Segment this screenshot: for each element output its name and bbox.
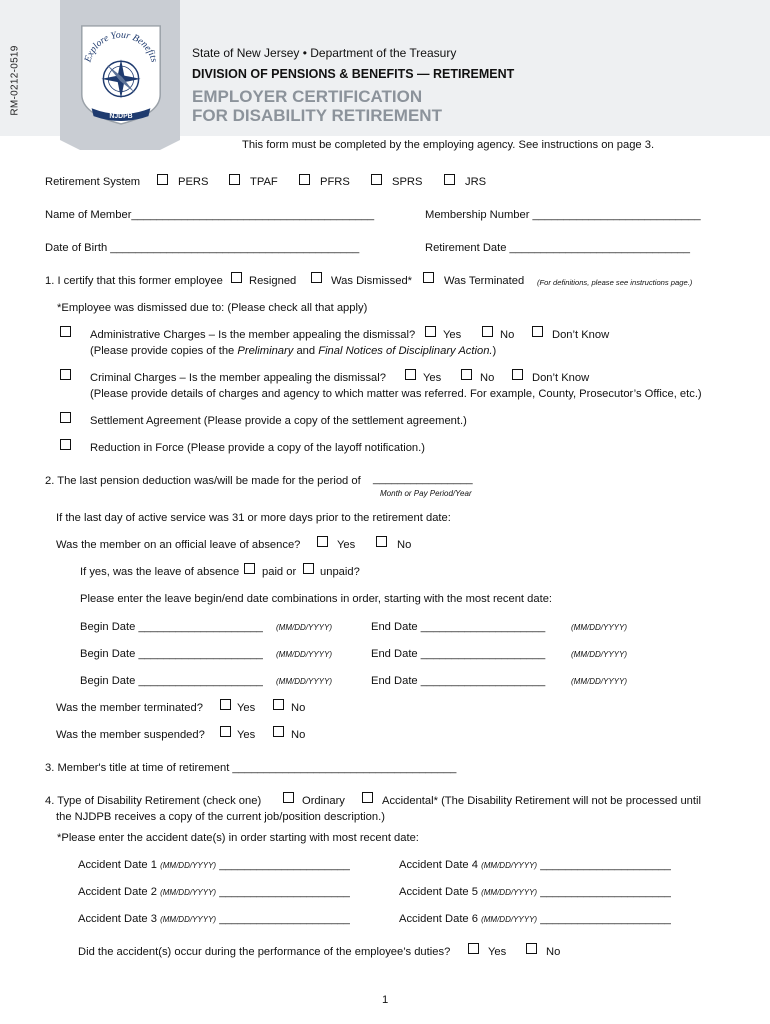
admin-dont-know-label: Don’t Know (552, 329, 610, 341)
form-title-line-2: FOR DISABILITY RETIREMENT (192, 106, 442, 125)
checkbox-duties-no[interactable] (526, 943, 537, 954)
q1-definitions-note: (For definitions, please see instructions page.) (537, 278, 693, 287)
accidental-label: Accidental* (The Disability Retirement will not be processed until (382, 795, 701, 807)
checkbox-leave-unpaid[interactable] (303, 563, 314, 574)
accident-dates-intro: *Please enter the accident date(s) in order starting with most recent date: (57, 832, 419, 844)
checkbox-tpaf[interactable] (229, 174, 240, 185)
checkbox-dismissed[interactable] (311, 272, 322, 283)
end-date-field-2[interactable]: End Date ____________________ (371, 648, 546, 660)
leave-no-label: No (397, 539, 412, 551)
end-date-field-3[interactable]: End Date ____________________ (371, 675, 546, 687)
admin-charges-note: (Please provide copies of the Preliminary and Final Notices of Disciplinary Action.) (90, 345, 497, 357)
criminal-charges-text: Criminal Charges – Is the member appealing the dismissal? (90, 372, 386, 384)
q1-terminated-label: Was Terminated (444, 275, 525, 287)
criminal-charges-note: (Please provide details of charges and agency to which matter was referred. For example, County, Prosecutor’s Office, etc.) (90, 388, 702, 400)
q4-text: 4. Type of Disability Retirement (check one) (45, 795, 262, 807)
option-jrs: JRS (465, 176, 487, 188)
leave-paid-label: paid or (262, 566, 297, 578)
name-of-member-field[interactable]: Name of Member_______________________________________ (45, 209, 375, 221)
checkbox-admin-no[interactable] (482, 326, 493, 337)
retirement-system-label: Retirement System (45, 176, 141, 188)
checkbox-admin-dont-know[interactable] (532, 326, 543, 337)
form-number: RM-0212-0519 (9, 45, 21, 116)
begin-date-format-1: (MM/DD/YYYY) (276, 623, 332, 632)
suspended-yes-label: Yes (237, 729, 256, 741)
checkbox-criminal-dont-know[interactable] (512, 369, 523, 380)
state-line: State of New Jersey • Department of the Treasury (192, 46, 457, 60)
terminated-question: Was the member terminated? (56, 702, 203, 714)
leave-unpaid-label: unpaid? (320, 566, 360, 578)
checkbox-suspended-no[interactable] (273, 726, 284, 737)
end-date-format-3: (MM/DD/YYYY) (571, 677, 627, 686)
accident-date-1[interactable]: Accident Date 1 (MM/DD/YYYY) _____________________ (78, 859, 350, 871)
retirement-date-field[interactable]: Retirement Date _____________________________ (425, 242, 690, 254)
criminal-yes-label: Yes (423, 372, 442, 384)
checkbox-criminal-yes[interactable] (405, 369, 416, 380)
intro-text: This form must be completed by the employing agency. See instructions on page 3. (242, 139, 655, 151)
suspended-question: Was the member suspended? (56, 729, 205, 741)
suspended-no-label: No (291, 729, 306, 741)
q1-resigned-label: Resigned (249, 275, 297, 287)
q2-text: 2. The last pension deduction was/will be made for the period of (45, 475, 361, 487)
checkbox-sprs[interactable] (371, 174, 382, 185)
checkbox-terminated-yes[interactable] (220, 699, 231, 710)
pension-period-sublabel: Month or Pay Period/Year (380, 489, 472, 498)
criminal-no-label: No (480, 372, 495, 384)
leave-question: Was the member on an official leave of absence? (56, 539, 301, 551)
criminal-dont-know-label: Don’t Know (532, 372, 590, 384)
checkbox-accidental[interactable] (362, 792, 373, 803)
checkbox-leave-paid[interactable] (244, 563, 255, 574)
end-date-format-2: (MM/DD/YYYY) (571, 650, 627, 659)
svg-text:NJDPB: NJDPB (109, 113, 133, 121)
checkbox-criminal-no[interactable] (461, 369, 472, 380)
njdpb-seal-logo (72, 18, 170, 126)
member-title-field[interactable]: 3. Member's title at time of retirement ____________________________________ (45, 762, 457, 774)
pension-period-field[interactable]: ________________ (373, 473, 473, 485)
checkbox-terminated-no[interactable] (273, 699, 284, 710)
division-heading: DIVISION OF PENSIONS & BENEFITS — RETIREMENT (192, 67, 515, 81)
leave-type-question: If yes, was the leave of absence (80, 566, 240, 578)
checkbox-duties-yes[interactable] (468, 943, 479, 954)
option-pers: PERS (178, 176, 209, 188)
begin-date-format-2: (MM/DD/YYYY) (276, 650, 332, 659)
checkbox-criminal-charges[interactable] (60, 369, 71, 380)
accident-date-6[interactable]: Accident Date 6 (MM/DD/YYYY) _____________________ (399, 913, 671, 925)
accident-date-3[interactable]: Accident Date 3 (MM/DD/YYYY) _____________________ (78, 913, 350, 925)
form-title-line-1: EMPLOYER CERTIFICATION (192, 87, 423, 106)
admin-no-label: No (500, 329, 515, 341)
checkbox-suspended-yes[interactable] (220, 726, 231, 737)
checkbox-administrative-charges[interactable] (60, 326, 71, 337)
membership-number-field[interactable]: Membership Number ___________________________ (425, 209, 701, 221)
q1-text: 1. I certify that this former employee (45, 275, 223, 287)
checkbox-leave-yes[interactable] (317, 536, 328, 547)
accident-date-4[interactable]: Accident Date 4 (MM/DD/YYYY) _____________________ (399, 859, 671, 871)
checkbox-resigned[interactable] (231, 272, 242, 283)
checkbox-reduction-in-force[interactable] (60, 439, 71, 450)
end-date-field-1[interactable]: End Date ____________________ (371, 621, 546, 633)
admin-charges-text: Administrative Charges – Is the member appealing the dismissal? (90, 329, 416, 341)
checkbox-terminated[interactable] (423, 272, 434, 283)
admin-yes-label: Yes (443, 329, 462, 341)
begin-date-field-2[interactable]: Begin Date ____________________ (80, 648, 263, 660)
checkbox-pers[interactable] (157, 174, 168, 185)
page-number: 1 (382, 994, 389, 1006)
date-of-birth-field[interactable]: Date of Birth ________________________________________ (45, 242, 360, 254)
dismissed-intro: *Employee was dismissed due to: (Please check all that apply) (57, 302, 368, 314)
option-sprs: SPRS (392, 176, 423, 188)
checkbox-jrs[interactable] (444, 174, 455, 185)
q4-note: the NJDPB receives a copy of the current job/position description.) (56, 811, 385, 823)
leave-yes-label: Yes (337, 539, 356, 551)
checkbox-leave-no[interactable] (376, 536, 387, 547)
checkbox-admin-yes[interactable] (425, 326, 436, 337)
terminated-no-label: No (291, 702, 306, 714)
checkbox-pfrs[interactable] (299, 174, 310, 185)
checkbox-ordinary[interactable] (283, 792, 294, 803)
end-date-format-1: (MM/DD/YYYY) (571, 623, 627, 632)
terminated-yes-label: Yes (237, 702, 256, 714)
duties-yes-label: Yes (488, 946, 507, 958)
begin-date-format-3: (MM/DD/YYYY) (276, 677, 332, 686)
duties-no-label: No (546, 946, 561, 958)
duties-question: Did the accident(s) occur during the performance of the employee’s duties? (78, 946, 451, 958)
q1-dismissed-label: Was Dismissed* (331, 275, 413, 287)
option-pfrs: PFRS (320, 176, 350, 188)
ordinary-label: Ordinary (302, 795, 345, 807)
accident-date-2[interactable]: Accident Date 2 (MM/DD/YYYY) _____________________ (78, 886, 350, 898)
leave-dates-instructions: Please enter the leave begin/end date combinations in order, starting with the most recent date: (80, 593, 553, 605)
svg-text:Explore Your Benefits: Explore Your Benefits (82, 29, 160, 64)
settlement-text: Settlement Agreement (Please provide a copy of the settlement agreement.) (90, 415, 467, 427)
last-day-text: If the last day of active service was 31 or more days prior to the retirement date: (56, 512, 451, 524)
checkbox-settlement-agreement[interactable] (60, 412, 71, 423)
reduction-in-force-text: Reduction in Force (Please provide a copy of the layoff notification.) (90, 442, 425, 454)
begin-date-field-3[interactable]: Begin Date ____________________ (80, 675, 263, 687)
option-tpaf: TPAF (250, 176, 278, 188)
begin-date-field-1[interactable]: Begin Date ____________________ (80, 621, 263, 633)
accident-date-5[interactable]: Accident Date 5 (MM/DD/YYYY) _____________________ (399, 886, 671, 898)
